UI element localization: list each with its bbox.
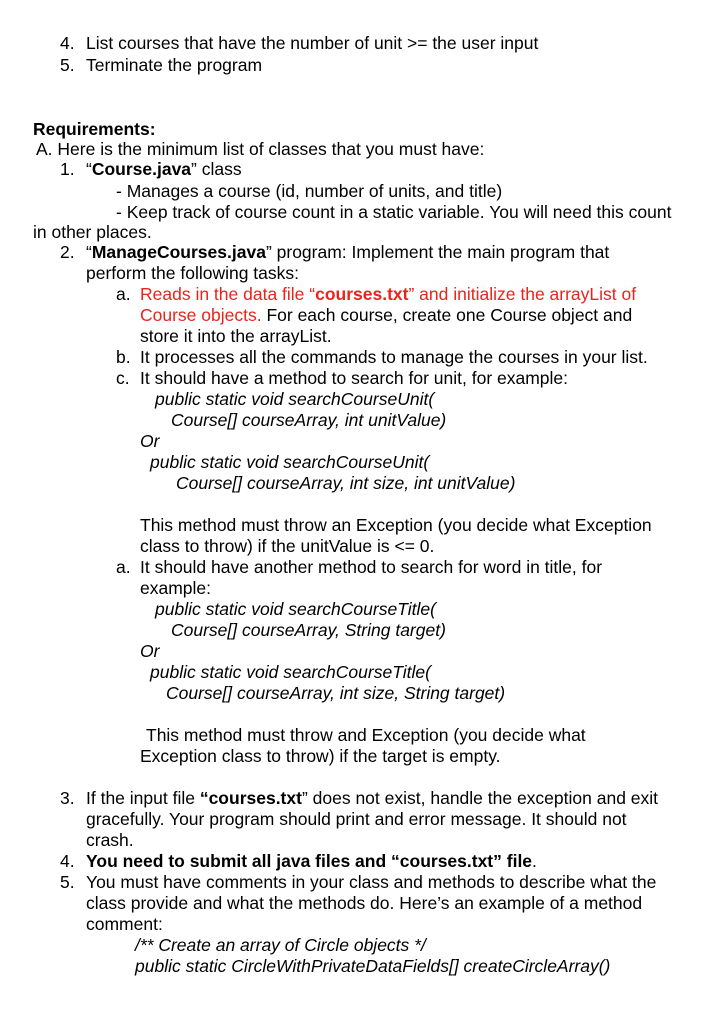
req-5-line-1: You must have comments in your class and methods to describe what the [86, 872, 657, 892]
code-or-1: Or [140, 431, 160, 451]
req-5-number: 5. [60, 872, 75, 892]
req-3-line-1: If the input file “courses.txt” does not exist, handle the exception and exit [86, 788, 659, 808]
req-2-line-2: perform the following tasks: [86, 263, 300, 283]
req-5-line-2: class provide and what the methods do. Here’s an example of a method [86, 893, 643, 913]
item-5-text: Terminate the program [86, 55, 263, 75]
managecourses-java-filename: ManageCourses.java [91, 242, 266, 262]
task-c-throw-2: class to throw) if the unitValue is <= 0. [140, 536, 435, 556]
item-4-number: 4. [60, 33, 75, 53]
courses-txt-filename-2: “courses.txt [199, 788, 302, 808]
task-c-label: c. [116, 368, 130, 388]
task-b-label: b. [116, 347, 131, 367]
code-or-2: Or [140, 641, 160, 661]
req-3-number: 3. [60, 788, 75, 808]
item-5-number: 5. [60, 55, 75, 75]
code-comment-example: /** Create an array of Circle objects */ [135, 935, 426, 955]
code-search-title-1b: Course[] courseArray, String target) [171, 620, 446, 640]
req-3-line-3: crash. [86, 830, 134, 850]
req-1-line-2: - Manages a course (id, number of units, and title) [116, 181, 503, 201]
requirements-heading: Requirements: [33, 119, 156, 139]
item-4-text: List courses that have the number of unit >= the user input [86, 33, 539, 53]
task-a2-throw-2: Exception class to throw) if the target is empty. [140, 746, 501, 766]
code-search-title-2b: Course[] courseArray, int size, String target) [166, 683, 506, 703]
req-5-line-3: comment: [86, 914, 163, 934]
code-search-title-1a: public static void searchCourseTitle( [155, 599, 436, 619]
req-1-line-4: in other places. [33, 222, 152, 242]
task-c-text: It should have a method to search for unit, for example: [140, 368, 569, 388]
requirement-a: A. Here is the minimum list of classes that you must have: [36, 139, 485, 159]
req-2-number: 2. [60, 242, 75, 262]
task-c-throw-1: This method must throw an Exception (you decide what Exception [140, 515, 652, 535]
task-a2-line-2: example: [140, 578, 212, 598]
task-a2-throw-1: This method must throw and Exception (you decide what [146, 725, 586, 745]
req-2-line-1: “ManageCourses.java” program: Implement the main program that [86, 242, 610, 262]
req-1-line-3: - Keep track of course count in a static variable. You will need this count [116, 202, 672, 222]
code-method-example: public static CircleWithPrivateDataFields[] createCircleArray() [135, 956, 611, 976]
req-1-number: 1. [60, 159, 75, 179]
task-a2-label: a. [116, 557, 131, 577]
code-search-title-2a: public static void searchCourseTitle( [150, 662, 431, 682]
task-a-label: a. [116, 284, 131, 304]
task-a-line-3: store it into the arrayList. [140, 326, 332, 346]
courses-txt-filename: courses.txt [315, 284, 409, 304]
req-3-line-2: gracefully. Your program should print and error message. It should not [86, 809, 627, 829]
req-4-line-1: You need to submit all java files and “courses.txt” file. [86, 851, 537, 871]
task-b-text: It processes all the commands to manage the courses in your list. [140, 347, 648, 367]
submit-instruction: You need to submit all java files and “courses.txt” file [86, 851, 533, 871]
task-a-line-1: Reads in the data file “courses.txt” and initialize the arrayList of [140, 284, 637, 304]
code-search-unit-2a: public static void searchCourseUnit( [150, 452, 430, 472]
req-1-line-1: “Course.java” class [86, 159, 242, 179]
req-4-number: 4. [60, 851, 75, 871]
code-search-unit-1a: public static void searchCourseUnit( [155, 389, 435, 409]
task-a2-line-1: It should have another method to search for word in title, for [140, 557, 603, 577]
course-java-filename: Course.java [91, 159, 192, 179]
code-search-unit-1b: Course[] courseArray, int unitValue) [171, 410, 447, 430]
task-a-line-2: Course objects. For each course, create one Course object and [140, 305, 633, 325]
code-search-unit-2b: Course[] courseArray, int size, int unitValue) [176, 473, 516, 493]
